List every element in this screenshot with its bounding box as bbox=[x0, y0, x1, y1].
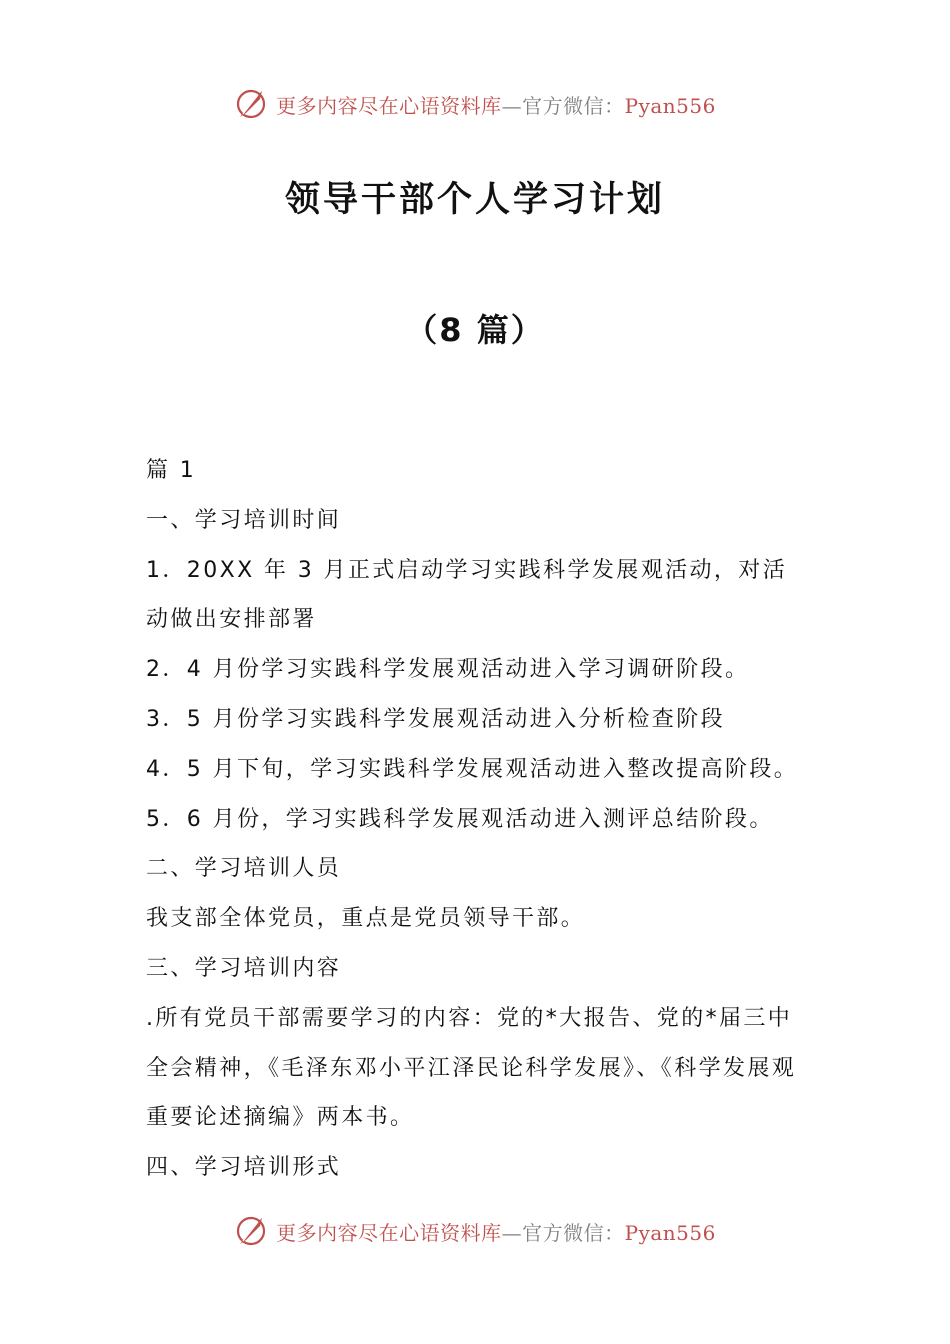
watermark-dash: — bbox=[501, 93, 523, 118]
paragraph: .所有党员干部需要学习的内容：党的*大报告、党的*届三中全会精神，《毛泽东邓小平江泽民论科学发展》、《科学发展观重要论述摘编》两本书。 bbox=[146, 1005, 797, 1131]
paragraph: 我支部全体党员，重点是党员领导干部。 bbox=[146, 906, 586, 932]
quill-pen-logo-icon bbox=[234, 87, 268, 121]
document-title: 领导干部个人学习计划 bbox=[284, 180, 665, 220]
watermark-header bbox=[0, 84, 950, 124]
section-heading: 四、学习培训形式 bbox=[146, 1155, 342, 1181]
paragraph: 5．6 月份，学习实践科学发展观活动进入测评总结阶段。 bbox=[146, 806, 774, 832]
paragraph: 3．5 月份学习实践科学发展观活动进入分析检查阶段 bbox=[146, 706, 725, 732]
watermark-contact-id: Pyan556 bbox=[624, 93, 716, 118]
paragraph: 4．5 月下旬，学习实践科学发展观活动进入整改提高阶段。 bbox=[146, 756, 799, 782]
watermark-brand: 更多内容尽在心语资料库 bbox=[276, 93, 502, 118]
section-heading: 一、学习培训时间 bbox=[146, 507, 342, 533]
section-heading: 二、学习培训人员 bbox=[146, 856, 342, 882]
quill-pen-logo-icon bbox=[234, 1214, 268, 1248]
watermark-contact-label: 官方微信： bbox=[522, 1220, 625, 1245]
section-heading: 三、学习培训内容 bbox=[146, 955, 342, 981]
document-body bbox=[146, 446, 810, 1193]
watermark-contact-id: Pyan556 bbox=[624, 1220, 716, 1245]
watermark-text bbox=[276, 90, 716, 119]
paragraph: 2．4 月份学习实践科学发展观活动进入学习调研阶段。 bbox=[146, 657, 750, 683]
paragraph: 篇 1 bbox=[146, 458, 197, 483]
watermark-footer bbox=[0, 1211, 950, 1251]
watermark-text bbox=[276, 1217, 716, 1246]
document-subtitle: （8 篇） bbox=[405, 311, 545, 349]
watermark-brand: 更多内容尽在心语资料库 bbox=[276, 1220, 502, 1245]
watermark-dash: — bbox=[501, 1220, 523, 1245]
paragraph: 1．20XX 年 3 月正式启动学习实践科学发展观活动，对活动做出安排部署 bbox=[146, 557, 788, 633]
watermark-contact-label: 官方微信： bbox=[522, 93, 625, 118]
